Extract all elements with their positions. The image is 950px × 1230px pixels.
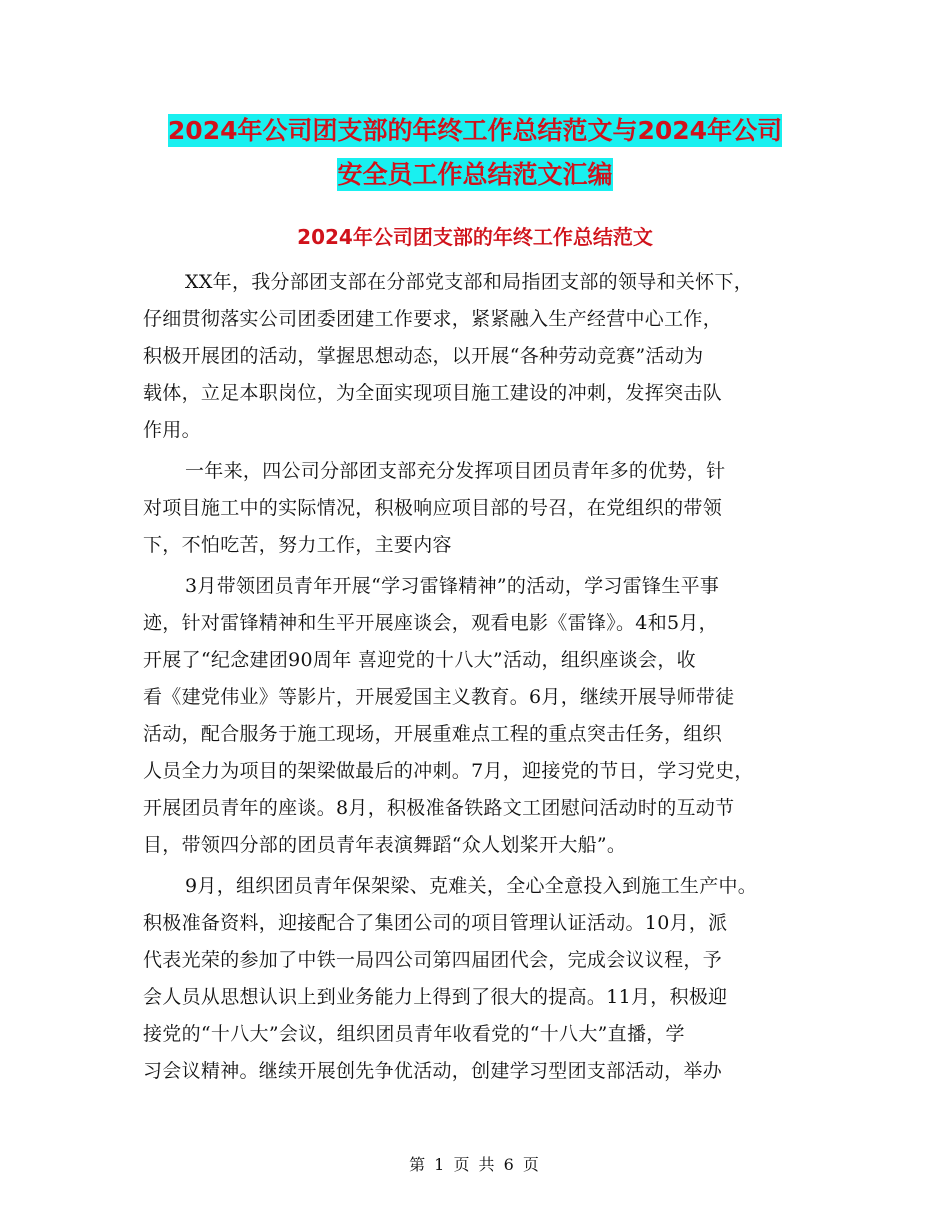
body-line: 开展了“纪念建团90周年 喜迎党的十八大”活动，组织座谈会，收 [143, 649, 696, 671]
document-title-text-2: 安全员工作总结范文汇编 [337, 160, 613, 189]
document-title-text-1: 2024年公司团支部的年终工作总结范文与2024年公司 [167, 116, 783, 145]
body-line: 会人员从思想认识上到业务能力上得到了很大的提高。11月，积极迎 [143, 986, 728, 1008]
body-line: 接党的“十八大”会议，组织团员青年收看党的“十八大”直播，学 [143, 1023, 685, 1045]
body-line: 开展团员青年的座谈。8月，积极准备铁路文工团慰问活动时的互动节 [143, 797, 735, 819]
body-line: 看《建党伟业》等影片，开展爱国主义教育。6月，继续开展导师带徒 [143, 686, 735, 708]
body-line: XX年，我分部团支部在分部党支部和局指团支部的领导和关怀下， [185, 271, 754, 293]
body-line: 9月，组织团员青年保架梁、克难关，全心全意投入到施工生产中。 [185, 875, 758, 897]
body-line: 代表光荣的参加了中铁一局四公司第四届团代会，完成会议议程，予 [143, 949, 723, 971]
page-number-footer: 第 1 页 共 6 页 [409, 1155, 541, 1174]
body-line: 下，不怕吃苦，努力工作，主要内容 [143, 534, 452, 556]
section-title: 2024年公司团支部的年终工作总结范文 [297, 225, 653, 249]
body-line: 一年来，四公司分部团支部充分发挥项目团员青年多的优势，针 [185, 460, 726, 482]
body-line: 活动，配合服务于施工现场，开展重难点工程的重点突击任务，组织 [143, 723, 723, 745]
body-line: 积极开展团的活动，掌握思想动态，以开展“各种劳动竞赛”活动为 [143, 345, 704, 367]
body-line: 作用。 [143, 419, 201, 441]
body-line: 载体，立足本职岗位，为全面实现项目施工建设的冲刺，发挥突击队 [143, 382, 723, 404]
body-line: 人员全力为项目的架梁做最后的冲刺。7月，迎接党的节日，学习党史， [143, 760, 754, 782]
body-line: 对项目施工中的实际情况，积极响应项目部的号召，在党组织的带领 [143, 497, 723, 519]
document-title-line-1 [0, 110, 950, 152]
body-line: 仔细贯彻落实公司团委团建工作要求，紧紧融入生产经营中心工作， [143, 308, 723, 330]
body-line: 3月带领团员青年开展“学习雷锋精神”的活动，学习雷锋生平事 [185, 575, 720, 597]
body-line: 迹，针对雷锋精神和生平开展座谈会，观看电影《雷锋》。4和5月， [143, 612, 718, 634]
body-line: 积极准备资料，迎接配合了集团公司的项目管理认证活动。10月，派 [143, 912, 728, 934]
body-line: 目，带领四分部的团员青年表演舞蹈“众人划桨开大船”。 [143, 834, 627, 856]
document-title-line-2 [0, 154, 950, 196]
body-line: 习会议精神。继续开展创先争优活动，创建学习型团支部活动，举办 [143, 1060, 723, 1082]
